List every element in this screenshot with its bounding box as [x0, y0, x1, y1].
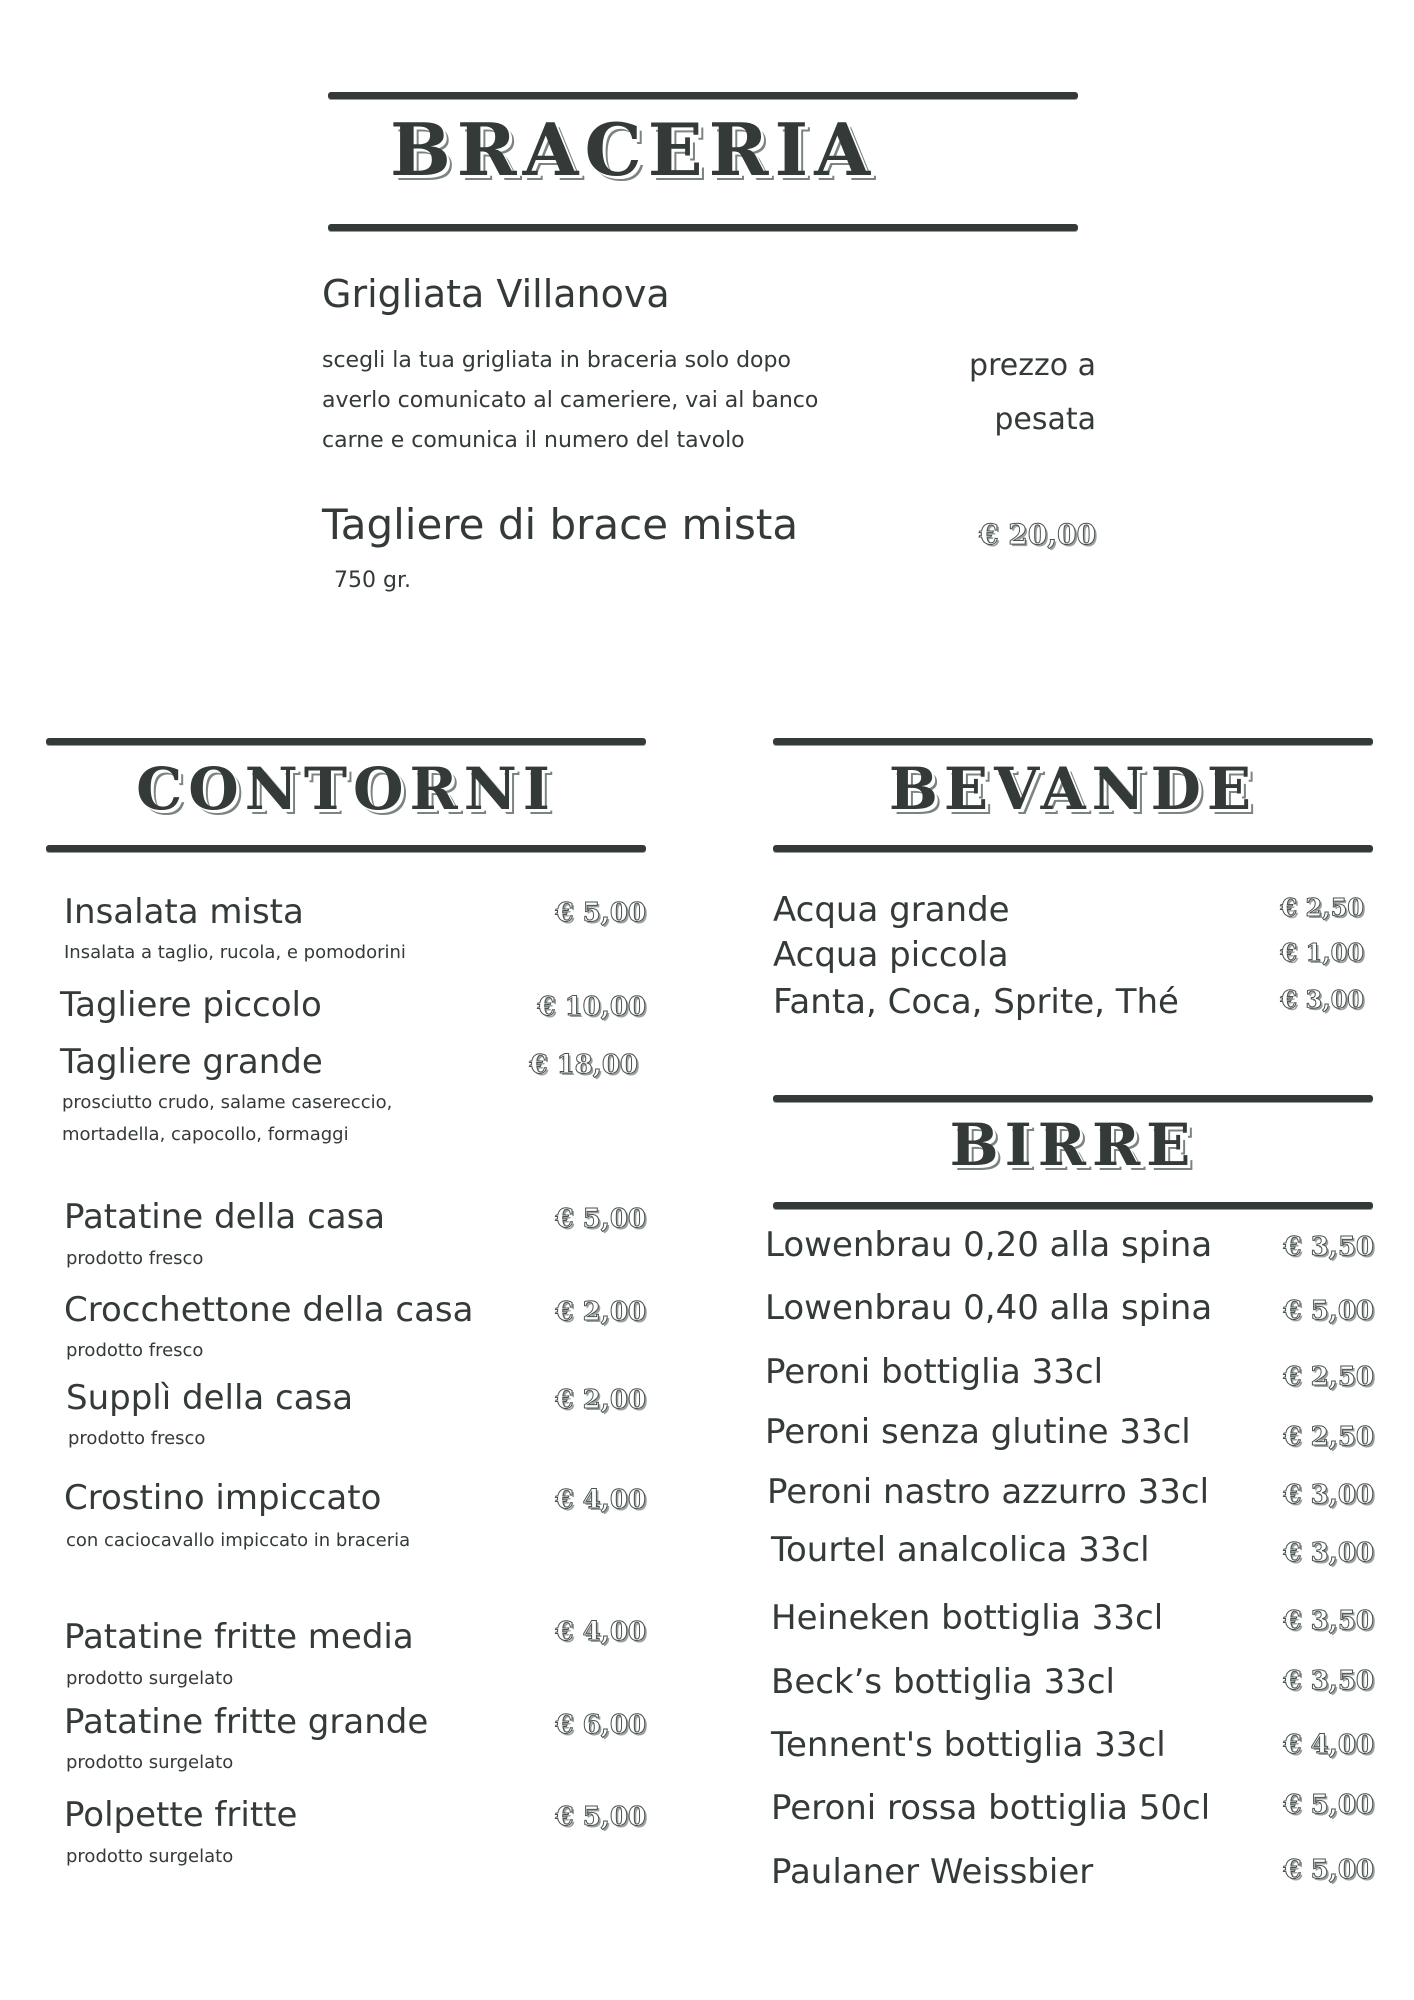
birre-item-price: € 5,00 [1283, 1790, 1374, 1820]
contorni-item-name: Tagliere grande [60, 1042, 323, 1082]
braceria-title: BRACERIA [389, 107, 877, 192]
birre-item-price: € 2,50 [1283, 1422, 1374, 1452]
contorni-item-desc: prodotto fresco [66, 1340, 204, 1361]
contorni-item-desc-2: mortadella, capocollo, formaggi [62, 1124, 349, 1145]
contorni-item-name: Crocchettone della casa [64, 1290, 474, 1330]
bevande-item-name: Acqua grande [773, 890, 1010, 930]
contorni-item-desc: prodotto fresco [66, 1248, 204, 1269]
contorni-item-name: Patatine fritte media [64, 1617, 414, 1657]
grigliata-price-line-1: prezzo a [969, 348, 1096, 383]
grigliata-price-line-2: pesata [994, 402, 1096, 437]
contorni-item-price: € 4,00 [555, 1485, 646, 1515]
contorni-item-price: € 5,00 [555, 898, 646, 928]
birre-item-price: € 3,50 [1283, 1606, 1374, 1636]
contorni-item-desc: Insalata a taglio, rucola, e pomodorini [64, 942, 406, 963]
birre-item-name: Tennent's bottiglia 33cl [771, 1725, 1166, 1765]
contorni-item-desc: prodotto surgelato [66, 1668, 234, 1689]
birre-item-price: € 3,50 [1283, 1232, 1374, 1262]
birre-item-name: Lowenbrau 0,20 alla spina [765, 1225, 1213, 1265]
birre-item-price: € 3,00 [1283, 1480, 1374, 1510]
bevande-top-rule [773, 738, 1373, 745]
contorni-item-price: € 2,00 [555, 1297, 646, 1327]
birre-item-price: € 5,00 [1283, 1296, 1374, 1326]
contorni-bottom-rule [46, 845, 646, 852]
contorni-title: CONTORNI [136, 755, 556, 823]
birre-item-name: Heineken bottiglia 33cl [771, 1598, 1164, 1638]
birre-item-name: Tourtel analcolica 33cl [771, 1530, 1150, 1570]
birre-title: BIRRE [949, 1111, 1197, 1179]
contorni-item-name: Insalata mista [64, 892, 304, 932]
bevande-item-price: € 2,50 [1280, 893, 1364, 922]
contorni-item-price: € 5,00 [555, 1204, 646, 1234]
birre-top-rule [773, 1095, 1373, 1102]
contorni-item-desc: prodotto surgelato [66, 1846, 234, 1867]
birre-item-name: Beck’s bottiglia 33cl [771, 1662, 1115, 1702]
bevande-bottom-rule [773, 845, 1373, 852]
birre-bottom-rule [773, 1202, 1373, 1209]
birre-item-name: Paulaner Weissbier [771, 1852, 1094, 1892]
contorni-top-rule [46, 738, 646, 745]
contorni-item-desc: prodotto fresco [68, 1428, 206, 1449]
birre-item-name: Peroni senza glutine 33cl [765, 1412, 1191, 1452]
bevande-title: BEVANDE [888, 755, 1258, 823]
tagliere-brace-price: € 20,00 [979, 518, 1096, 551]
braceria-top-rule [328, 92, 1078, 99]
bevande-item-price: € 1,00 [1280, 938, 1364, 967]
birre-item-name: Peroni bottiglia 33cl [765, 1352, 1104, 1392]
birre-item-name: Peroni rossa bottiglia 50cl [771, 1788, 1211, 1828]
contorni-item-name: Tagliere piccolo [60, 985, 322, 1025]
contorni-item-price: € 6,00 [555, 1710, 646, 1740]
birre-item-name: Lowenbrau 0,40 alla spina [765, 1288, 1213, 1328]
birre-item-price: € 2,50 [1283, 1362, 1374, 1392]
contorni-item-name: Supplì della casa [66, 1378, 354, 1418]
contorni-item-price: € 2,00 [555, 1385, 646, 1415]
braceria-bottom-rule [328, 224, 1078, 231]
birre-item-price: € 4,00 [1283, 1730, 1374, 1760]
birre-item-price: € 3,50 [1283, 1666, 1374, 1696]
bevande-item-price: € 3,00 [1280, 985, 1364, 1014]
contorni-item-price: € 4,00 [555, 1617, 646, 1647]
contorni-item-price: € 10,00 [537, 992, 646, 1022]
contorni-item-desc: prodotto surgelato [66, 1752, 234, 1773]
contorni-item-name: Patatine fritte grande [64, 1702, 429, 1742]
contorni-item-price: € 5,00 [555, 1802, 646, 1832]
grigliata-desc-line-3: carne e comunica il numero del tavolo [322, 428, 745, 453]
bevande-item-name: Fanta, Coca, Sprite, Thé [773, 982, 1179, 1022]
birre-item-price: € 3,00 [1283, 1538, 1374, 1568]
birre-item-name: Peroni nastro azzurro 33cl [767, 1472, 1210, 1512]
tagliere-brace-name: Tagliere di brace mista [322, 500, 799, 549]
grigliata-desc-line-1: scegli la tua grigliata in braceria solo dopo [322, 348, 791, 373]
contorni-item-name: Crostino impiccato [64, 1478, 382, 1518]
contorni-item-price: € 18,00 [529, 1050, 638, 1080]
contorni-item-name: Patatine della casa [64, 1197, 386, 1237]
grigliata-desc-line-2: averlo comunicato al cameriere, vai al banco [322, 388, 819, 413]
contorni-item-name: Polpette fritte [64, 1795, 298, 1835]
birre-item-price: € 5,00 [1283, 1855, 1374, 1885]
contorni-item-desc: con caciocavallo impiccato in braceria [66, 1530, 411, 1551]
bevande-item-name: Acqua piccola [773, 935, 1009, 975]
contorni-item-desc: prosciutto crudo, salame casereccio, [62, 1092, 393, 1113]
tagliere-brace-desc: 750 gr. [334, 568, 411, 593]
grigliata-name: Grigliata Villanova [322, 272, 670, 316]
